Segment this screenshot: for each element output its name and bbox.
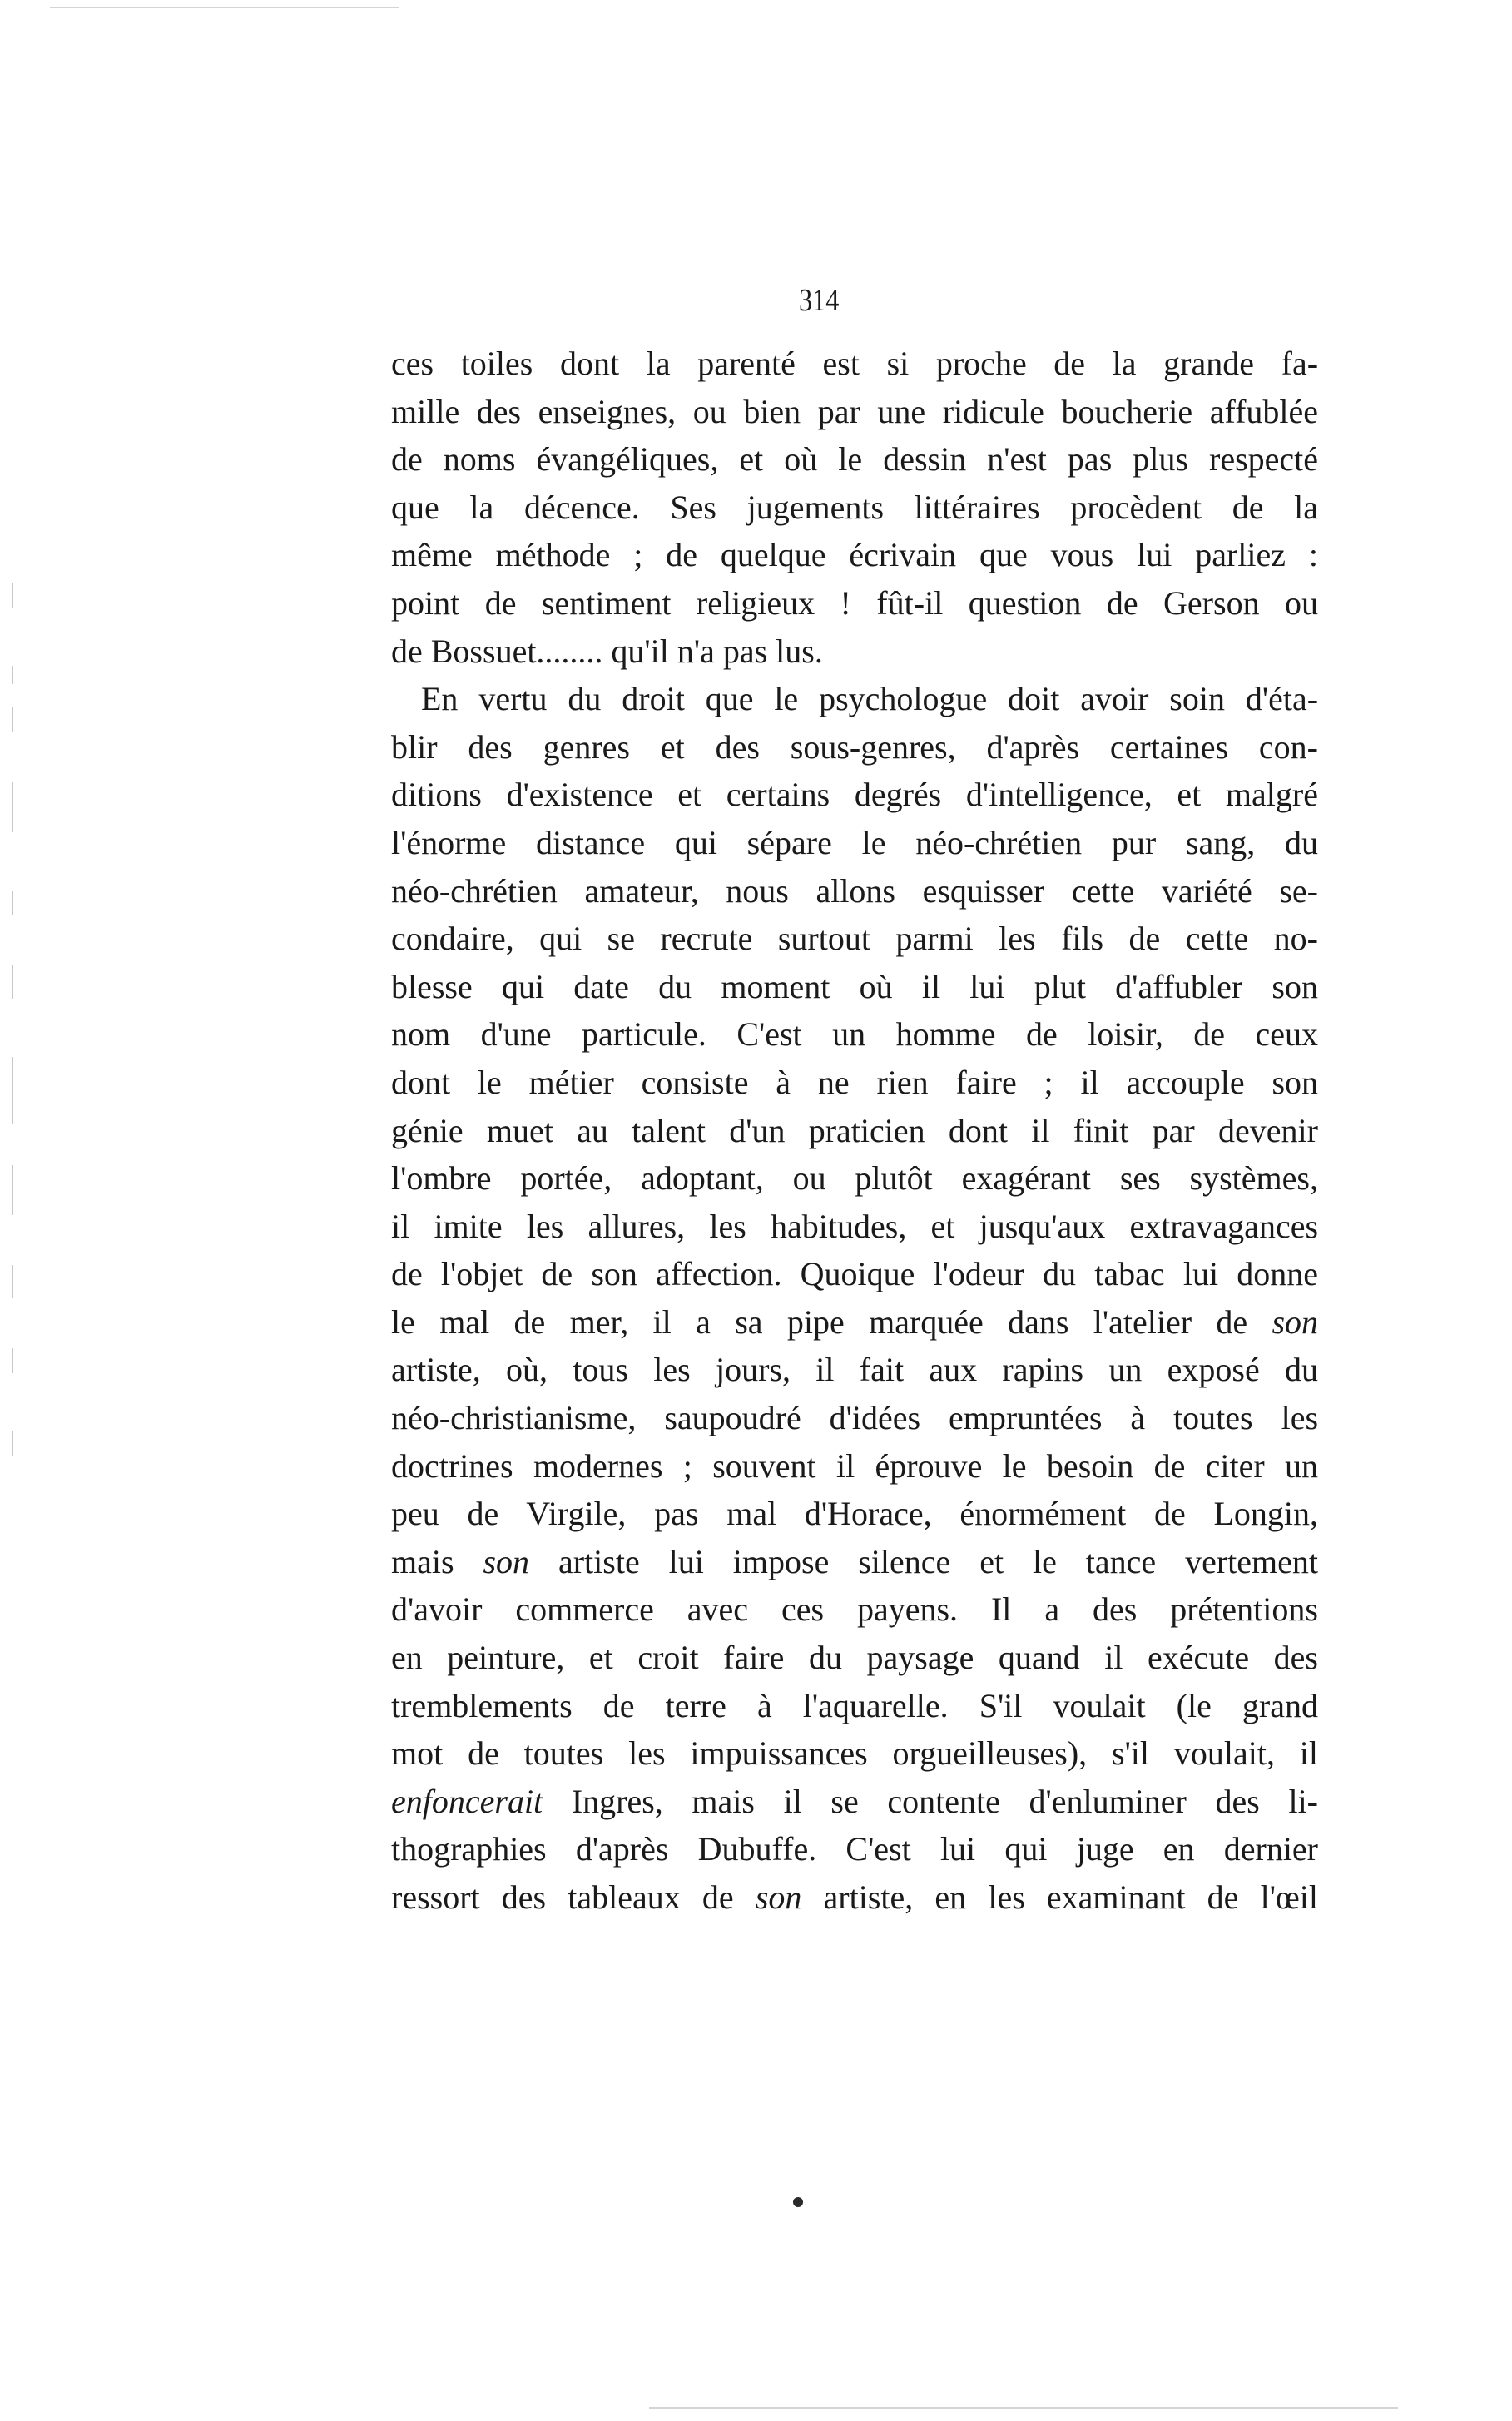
line-text: génie muet au talent d'un praticien dont il finit par devenir xyxy=(391,1111,1318,1149)
text-line xyxy=(391,819,1318,867)
gutter-mark xyxy=(12,965,13,999)
gutter-mark xyxy=(12,1057,13,1124)
line-text: l'énorme distance qui sépare le néo-chrétien pur sang, du xyxy=(391,823,1318,861)
line-text: artiste lui impose silence et le tance vertement xyxy=(558,1542,1318,1580)
text-line xyxy=(391,1107,1318,1155)
gutter-mark xyxy=(12,666,13,684)
text-line xyxy=(391,531,1318,579)
line-text: En vertu du droit que le psychologue doit avoir soin d'éta- xyxy=(421,680,1318,718)
line-text: néo-christianisme, saupoudré d'idées empruntées à toutes les xyxy=(391,1399,1318,1437)
text-line xyxy=(391,435,1318,484)
text-line xyxy=(391,1778,1318,1826)
text-line xyxy=(391,1059,1318,1107)
line-text: peu de Virgile, pas mal d'Horace, énormément de Longin, xyxy=(391,1495,1318,1533)
text-line xyxy=(391,915,1318,963)
line-text: de Bossuet........ qu'il n'a pas lus. xyxy=(391,632,823,670)
text-line xyxy=(391,1585,1318,1634)
text-line xyxy=(391,1298,1318,1347)
page-number: 314 xyxy=(799,283,840,318)
text-line xyxy=(391,675,1318,723)
text-line xyxy=(391,579,1318,628)
text-line xyxy=(391,867,1318,915)
text-line xyxy=(391,1729,1318,1778)
line-text: ressort des tableaux de xyxy=(391,1878,734,1916)
line-text: mille des enseignes, ou bien par une ridicule boucherie affublée xyxy=(391,392,1318,430)
text-line xyxy=(391,963,1318,1011)
text-line xyxy=(391,1203,1318,1251)
line-text: condaire, qui se recrute surtout parmi les fils de cette no- xyxy=(391,920,1318,958)
line-text: mais xyxy=(391,1542,454,1580)
text-line xyxy=(391,723,1318,771)
line-text: dont le métier consiste à ne rien faire ; il accouple son xyxy=(391,1063,1318,1101)
line-text: point de sentiment religieux ! fût-il question de Gerson ou xyxy=(391,583,1318,622)
line-text: il imite les allures, les habitudes, et jusqu'aux extravagances xyxy=(391,1207,1318,1245)
text-line xyxy=(391,1634,1318,1682)
line-text: artiste, en les examinant de l'œil xyxy=(823,1878,1318,1916)
gutter-mark xyxy=(12,583,13,608)
line-text: même méthode ; de quelque écrivain que vous lui parliez : xyxy=(391,536,1318,574)
text-line xyxy=(391,484,1318,532)
text-line xyxy=(391,1442,1318,1491)
line-text: nom d'une particule. C'est un homme de loisir, de ceux xyxy=(391,1015,1318,1054)
italic-word: son xyxy=(483,1542,530,1580)
gutter-mark xyxy=(12,1348,13,1373)
line-text: néo-chrétien amateur, nous allons esquisser cette variété se- xyxy=(391,871,1318,910)
gutter-mark xyxy=(12,891,13,915)
line-text: de l'objet de son affection. Quoique l'odeur du tabac lui donne xyxy=(391,1255,1318,1293)
gutter-mark xyxy=(12,707,13,732)
italic-word: enfoncerait xyxy=(391,1782,543,1820)
line-text: d'avoir commerce avec ces payens. Il a des prétentions xyxy=(391,1590,1318,1629)
bottom-edge-rule xyxy=(649,2407,1398,2409)
text-line xyxy=(391,1490,1318,1538)
top-edge-rule xyxy=(50,7,399,8)
text-line xyxy=(391,1825,1318,1873)
text-line xyxy=(391,628,1318,676)
line-text: blir des genres et des sous-genres, d'après certaines con- xyxy=(391,727,1318,766)
italic-word: son xyxy=(755,1878,802,1916)
gutter-mark xyxy=(12,782,13,832)
text-line xyxy=(391,340,1318,388)
line-text: le mal de mer, il a sa pipe marquée dans l'atelier de xyxy=(391,1302,1248,1341)
text-line xyxy=(391,771,1318,819)
text-line xyxy=(391,1346,1318,1394)
gutter-mark xyxy=(12,1165,13,1215)
gutter-mark xyxy=(12,1431,13,1456)
text-line xyxy=(391,1010,1318,1059)
text-line xyxy=(391,1250,1318,1298)
text-line xyxy=(391,388,1318,436)
line-text: ditions d'existence et certains degrés d'intelligence, et malgré xyxy=(391,776,1318,814)
gutter-mark xyxy=(12,1265,13,1298)
bottom-dot xyxy=(793,2197,803,2207)
text-line xyxy=(391,1154,1318,1203)
line-text: artiste, où, tous les jours, il fait aux rapins un exposé du xyxy=(391,1351,1318,1389)
line-text: l'ombre portée, adoptant, ou plutôt exagérant ses systèmes, xyxy=(391,1159,1318,1198)
line-text: de noms évangéliques, et où le dessin n'est pas plus respecté xyxy=(391,440,1318,479)
text-line xyxy=(391,1394,1318,1442)
line-text: thographies d'après Dubuffe. C'est lui qui juge en dernier xyxy=(391,1830,1318,1868)
line-text: en peinture, et croit faire du paysage quand il exécute des xyxy=(391,1639,1318,1677)
line-text: tremblements de terre à l'aquarelle. S'il voulait (le grand xyxy=(391,1686,1318,1724)
text-line xyxy=(391,1682,1318,1730)
body-text xyxy=(391,340,1318,1922)
line-text: que la décence. Ses jugements littéraires procèdent de la xyxy=(391,488,1318,526)
italic-word: son xyxy=(1272,1302,1318,1341)
line-text: Ingres, mais il se contente d'enluminer des li- xyxy=(571,1782,1318,1820)
line-text: blesse qui date du moment où il lui plut d'affubler son xyxy=(391,967,1318,1005)
line-text: ces toiles dont la parenté est si proche de la grande fa- xyxy=(391,345,1318,382)
line-text: doctrines modernes ; souvent il éprouve le besoin de citer un xyxy=(391,1446,1318,1485)
text-line xyxy=(391,1538,1318,1586)
line-text: mot de toutes les impuissances orgueilleuses), s'il voulait, il xyxy=(391,1734,1318,1773)
text-line xyxy=(391,1873,1318,1922)
